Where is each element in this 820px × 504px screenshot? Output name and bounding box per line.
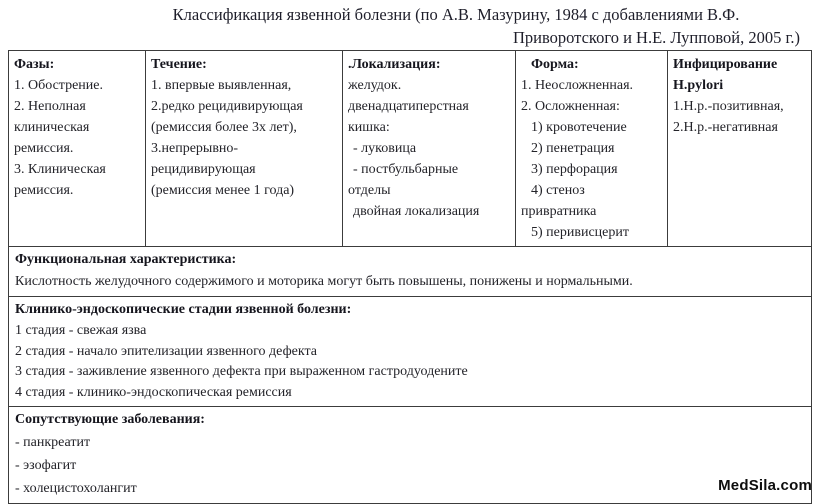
- cell-line: ремиссия.: [14, 141, 74, 156]
- table-columns-section: [9, 51, 811, 246]
- row-concomitant-diseases: [9, 406, 811, 503]
- title-line-1: Классификация язвенной болезни (по А.В. Мазурину, 1984 с добавлениями В.Ф.: [172, 5, 740, 24]
- cell-line: желудок.: [348, 78, 402, 93]
- row-line: 1 стадия - свежая язва: [15, 323, 147, 338]
- cell-line: 3) перфорация: [531, 162, 618, 177]
- row-functional-header: Функциональная характеристика:: [15, 252, 237, 267]
- row-line: - панкреатит: [15, 435, 91, 450]
- column-course: [146, 51, 343, 246]
- classification-table: [8, 50, 812, 504]
- cell-line: привратника: [521, 204, 597, 219]
- cell-line: 1. Неосложненная.: [521, 78, 634, 93]
- column-localization: [343, 51, 516, 246]
- cell-line: 3.непрерывно-: [151, 141, 239, 156]
- cell-line: - луковица: [353, 141, 417, 156]
- cell-line: 1. впервые выявленная,: [151, 78, 292, 93]
- row-functional-characteristic: [9, 246, 811, 296]
- row-line: - холецистохолангит: [15, 481, 137, 496]
- row-line: 2 стадия - начало эпителизации язвенного дефекта: [15, 343, 317, 359]
- column-course-header: Течение:: [151, 57, 207, 72]
- cell-line: 4) стеноз: [531, 183, 585, 198]
- column-phases-header: Фазы:: [14, 57, 55, 72]
- cell-line: двенадцатиперстная: [348, 99, 469, 114]
- cell-line: клиническая: [14, 120, 90, 135]
- row-clinical-endoscopic-stages: [9, 296, 811, 406]
- row-line: 3 стадия - заживление язвенного дефекта при выраженном гастродуодените: [15, 364, 468, 379]
- cell-line: двойная локализация: [353, 204, 480, 219]
- cell-line: 1.Н.р.-позитивная,: [673, 99, 784, 114]
- column-form: [516, 51, 668, 246]
- cell-line: 2.Н.р.-негативная: [673, 120, 778, 135]
- cell-line: 2. Неполная: [14, 99, 86, 114]
- column-form-header: Форма:: [531, 57, 579, 72]
- cell-line: отделы: [348, 183, 391, 198]
- cell-line: 1. Обострение.: [14, 78, 103, 93]
- column-hpylori-infection: [668, 51, 811, 246]
- cell-line: 5) перивисцерит: [531, 225, 629, 240]
- cell-line: 2.редко рецидивирующая: [151, 99, 303, 114]
- column-hpylori-header: Инфицирование H.pylori: [673, 57, 778, 93]
- row-stages-header: Клинико-эндоскопические стадии язвенной болезни:: [15, 302, 352, 317]
- column-phases: [9, 51, 146, 246]
- cell-line: (ремиссия менее 1 года): [151, 183, 295, 198]
- cell-line: ремиссия.: [14, 183, 74, 198]
- cell-line: рецидивирующая: [151, 162, 256, 177]
- row-concomitant-header: Сопутствующие заболевания:: [15, 412, 205, 427]
- row-line: Кислотность желудочного содержимого и моторика могут быть повышены, понижены и нормальными.: [15, 274, 633, 289]
- cell-line: 2) пенетрация: [531, 141, 615, 156]
- cell-line: 2. Осложненная:: [521, 99, 620, 114]
- row-line: 4 стадия - клинико-эндоскопическая ремиссия: [15, 384, 292, 400]
- document-title: [8, 3, 812, 49]
- column-localization-header: .Локализация:: [348, 57, 441, 72]
- row-line: - эзофагит: [15, 458, 77, 473]
- medsila-watermark: MedSila.com: [718, 477, 812, 494]
- cell-line: (ремиссия более 3х лет),: [151, 120, 297, 135]
- cell-line: кишка:: [348, 120, 390, 135]
- title-line-2: Приворотского и Н.Е. Лупповой, 2005 г.): [512, 28, 800, 47]
- cell-line: - постбульбарные: [353, 162, 459, 177]
- cell-line: 1) кровотечение: [531, 120, 627, 135]
- cell-line: 3. Клиническая: [14, 162, 106, 177]
